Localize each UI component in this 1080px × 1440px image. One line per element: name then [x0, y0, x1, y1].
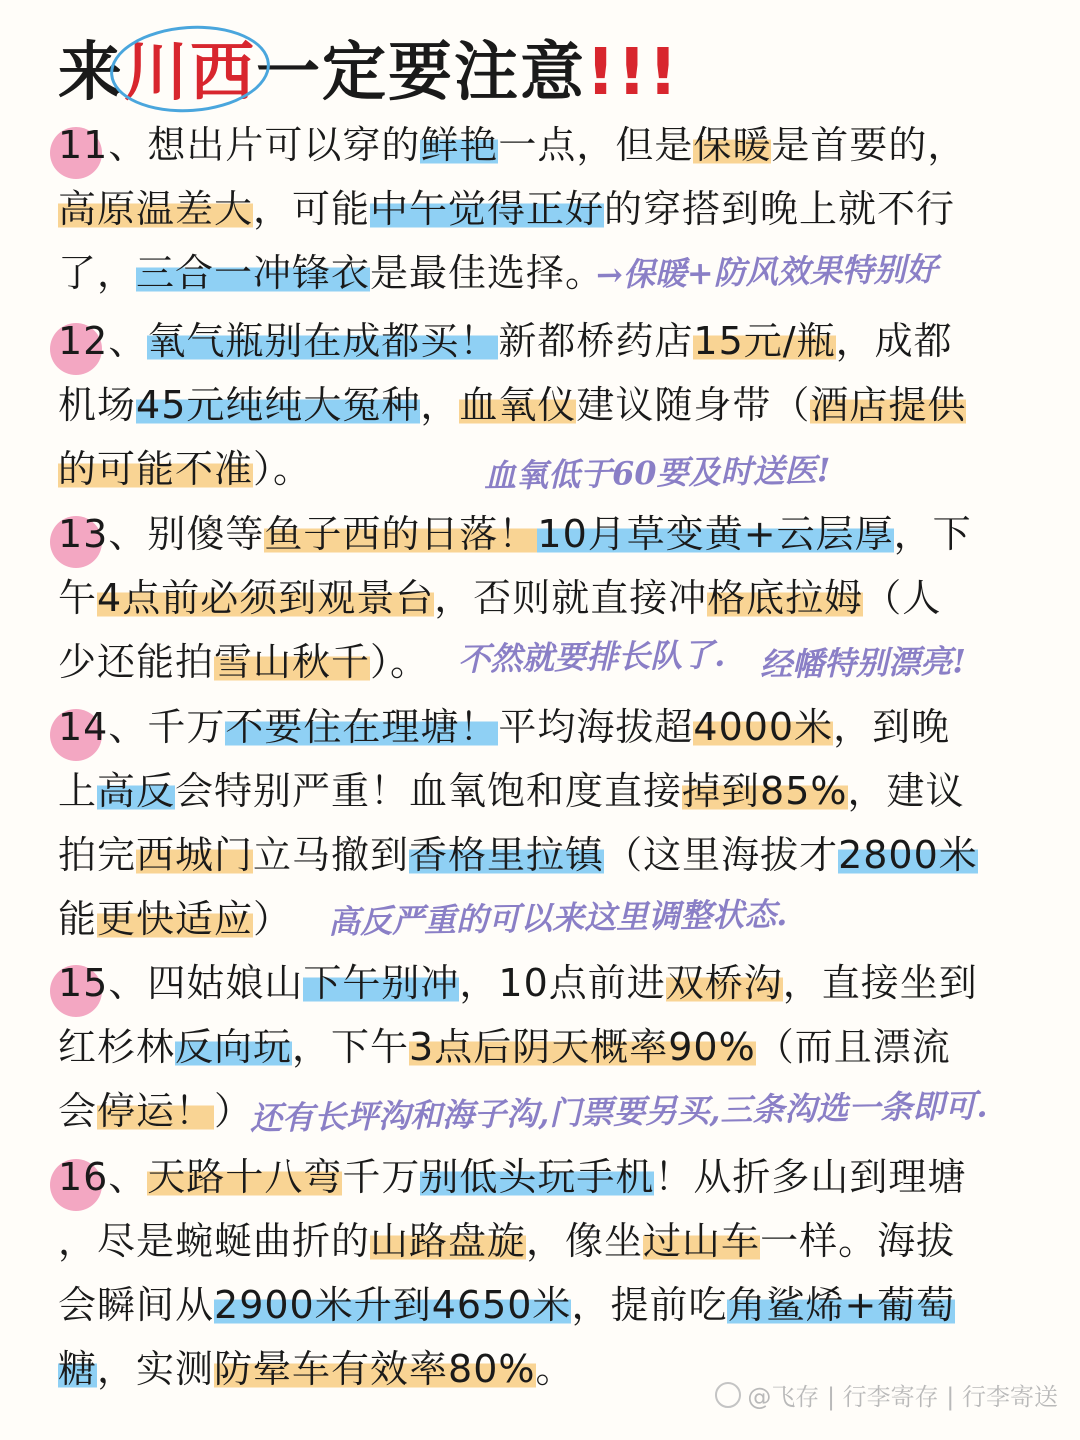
- highlight-yellow: 酒店提供: [810, 383, 967, 427]
- highlight-blue: 不要住在理塘！: [225, 705, 499, 749]
- highlight-blue: 别低头玩手机: [420, 1155, 655, 1199]
- highlight-blue: 2900米升到4650米: [214, 1283, 572, 1327]
- tip-text: 、: [108, 319, 148, 363]
- tip-text: ，否则就直接冲: [434, 576, 708, 620]
- tip-text: ，提前吃: [571, 1283, 728, 1327]
- highlight-yellow: 天路十八弯: [147, 1155, 343, 1199]
- tip-16-line: [58, 1277, 955, 1333]
- tip-text: 是首要的，: [771, 123, 967, 167]
- tip-text: 一样。海拔: [760, 1219, 956, 1263]
- tip-text: 会瞬间从: [58, 1283, 215, 1327]
- tip-11-line: [58, 245, 604, 301]
- highlight-yellow: 3点后阴天概率90%: [409, 1025, 756, 1069]
- tip-text: ，: [420, 383, 460, 427]
- xiaohongshu-logo-icon: [715, 1382, 741, 1408]
- tip-text: 红杉林: [58, 1025, 176, 1069]
- highlight-blue: 糖: [58, 1347, 98, 1391]
- highlight-yellow: 过山车: [643, 1219, 761, 1263]
- tip-13-line: [58, 570, 941, 626]
- highlight-yellow: 高原温差大: [58, 187, 254, 231]
- tip-text: 平均海拔超: [498, 705, 694, 749]
- highlight-blue: 反向玩: [175, 1025, 293, 1069]
- highlight-yellow: 山路盘旋: [370, 1219, 527, 1263]
- tip-text: 、: [108, 1155, 148, 1199]
- tip-text: （这里海拔才: [604, 833, 839, 877]
- highlight-yellow: 掉到85%: [682, 769, 848, 813]
- tip-text: 的穿搭到晚上就不行: [604, 187, 956, 231]
- tip-number: 12: [58, 319, 109, 363]
- tip-11-line: [58, 117, 966, 173]
- handwritten-note: 经幡特别漂亮!: [759, 642, 967, 684]
- circled-title-word: 川西: [124, 36, 256, 110]
- page-title: 来川西一定要注意!!!: [58, 36, 680, 110]
- tip-text: ）: [214, 1089, 254, 1133]
- tip-text: ，直接坐到: [782, 961, 978, 1005]
- tip-text: 会特别严重！血氧饱和度直接: [175, 769, 683, 813]
- highlight-yellow: 鱼子西的日落！: [264, 512, 538, 556]
- tip-16-line: [58, 1149, 966, 1205]
- tip-text: ）。: [370, 640, 430, 684]
- highlight-blue: 45元纯纯大冤种: [136, 383, 421, 427]
- tip-text: 立马撤到: [253, 833, 410, 877]
- tip-text: （而且漂流: [755, 1025, 951, 1069]
- tip-14-line: [58, 699, 950, 755]
- tip-text: 了，: [58, 251, 137, 295]
- tip-text: ，下: [893, 512, 972, 556]
- highlight-yellow: 格底拉姆: [707, 576, 864, 620]
- tip-text: ，10点前进: [459, 961, 666, 1005]
- highlight-blue: 三合一冲锋衣: [136, 251, 371, 295]
- tip-text: 拍完: [58, 833, 137, 877]
- highlight-blue: 下午别冲: [303, 961, 460, 1005]
- highlight-yellow: 雪山秋千: [214, 640, 371, 684]
- highlight-yellow: 双桥沟: [665, 961, 783, 1005]
- highlight-blue: 2800米: [838, 833, 978, 877]
- highlight-yellow: 4点前必须到观景台: [97, 576, 435, 620]
- tip-text: ，尽是蜿蜒曲折的: [58, 1219, 371, 1263]
- tip-number: 11: [58, 123, 109, 167]
- highlight-blue: 香格里拉镇: [409, 833, 605, 877]
- tip-11-line: [58, 181, 955, 237]
- tip-15-line: [58, 1083, 253, 1139]
- tip-text: ，建议: [847, 769, 965, 813]
- tip-number: 15: [58, 961, 109, 1005]
- highlight-blue: 10月草变黄+云层厚: [537, 512, 894, 556]
- tip-text: 、四姑娘山: [108, 961, 304, 1005]
- tip-text: 新都桥药店: [498, 319, 694, 363]
- tip-text: 建议随身带（: [576, 383, 811, 427]
- tip-13-line: [58, 634, 429, 690]
- highlight-yellow: 停运！: [97, 1089, 215, 1133]
- tip-text: 。: [535, 1347, 575, 1391]
- tip-text: ）: [253, 897, 293, 941]
- tip-text: （人: [863, 576, 942, 620]
- tip-text: 少还能拍: [58, 640, 215, 684]
- tip-text: ）。: [253, 447, 313, 491]
- handwritten-note: 高反严重的可以来这里调整状态.: [327, 894, 788, 942]
- tip-text: 会: [58, 1089, 98, 1133]
- highlight-yellow: 保暖: [693, 123, 772, 167]
- handwritten-note: 不然就要排长队了.: [457, 635, 726, 679]
- tip-12-line: [58, 441, 312, 497]
- tip-text: ，到晚: [833, 705, 951, 749]
- highlight-blue: 鲜艳: [420, 123, 499, 167]
- exclamation-marks: !!!: [586, 36, 680, 110]
- tip-14-line: [58, 763, 965, 819]
- highlight-yellow: 15元/瓶: [693, 319, 836, 363]
- tip-text: ！从折多山到理塘: [654, 1155, 967, 1199]
- tip-16-line: [58, 1213, 955, 1269]
- highlight-blue: 角鲨烯+葡萄: [727, 1283, 956, 1327]
- tip-14-line: [58, 827, 978, 883]
- highlight-blue: 高反: [97, 769, 176, 813]
- highlight-blue: 中午觉得正好: [370, 187, 605, 231]
- tip-text: ，实测: [97, 1347, 215, 1391]
- highlight-yellow: 西城门: [136, 833, 254, 877]
- tip-14-line: [58, 891, 292, 947]
- tip-text: ，像坐: [526, 1219, 644, 1263]
- tip-text: 千万: [342, 1155, 421, 1199]
- tip-16-line: [58, 1341, 575, 1397]
- tip-text: ，下午: [292, 1025, 410, 1069]
- highlight-yellow: 4000米: [693, 705, 834, 749]
- tip-text: 、别傻等: [108, 512, 265, 556]
- tip-text: 一点，但是: [498, 123, 694, 167]
- tip-text: 上: [58, 769, 98, 813]
- tip-text: ，成都: [835, 319, 953, 363]
- tip-text: ，可能: [253, 187, 371, 231]
- highlight-blue: 氧气瓶别在成都买！: [147, 319, 499, 363]
- highlight-yellow: 血氧仪: [459, 383, 577, 427]
- tip-number: 14: [58, 705, 109, 749]
- tip-15-line: [58, 955, 978, 1011]
- highlight-yellow: 防晕车有效率80%: [214, 1347, 536, 1391]
- tip-13-line: [58, 506, 972, 562]
- tip-number: 13: [58, 512, 109, 556]
- tip-text: 、千万: [108, 705, 226, 749]
- tip-number: 16: [58, 1155, 109, 1199]
- handwritten-note: →保暖+防风效果特别好: [595, 250, 938, 294]
- highlight-yellow: 的可能不准: [58, 447, 254, 491]
- watermark: @飞存 | 行李寄存 | 行李寄送: [715, 1377, 1058, 1412]
- tip-text: 是最佳选择。: [370, 251, 605, 295]
- tip-15-line: [58, 1019, 951, 1075]
- tip-12-line: [58, 377, 966, 433]
- handwritten-note: 血氧低于60要及时送医!: [483, 450, 831, 496]
- handwritten-note: 还有长坪沟和海子沟,门票要另买,三条沟选一条即可.: [249, 1086, 988, 1138]
- tip-text: 午: [58, 576, 98, 620]
- tip-text: 能: [58, 897, 98, 941]
- tip-text: 机场: [58, 383, 137, 427]
- highlight-yellow: 更快适应: [97, 897, 254, 941]
- tip-12-line: [58, 313, 953, 369]
- tip-text: 、想出片可以穿的: [108, 123, 421, 167]
